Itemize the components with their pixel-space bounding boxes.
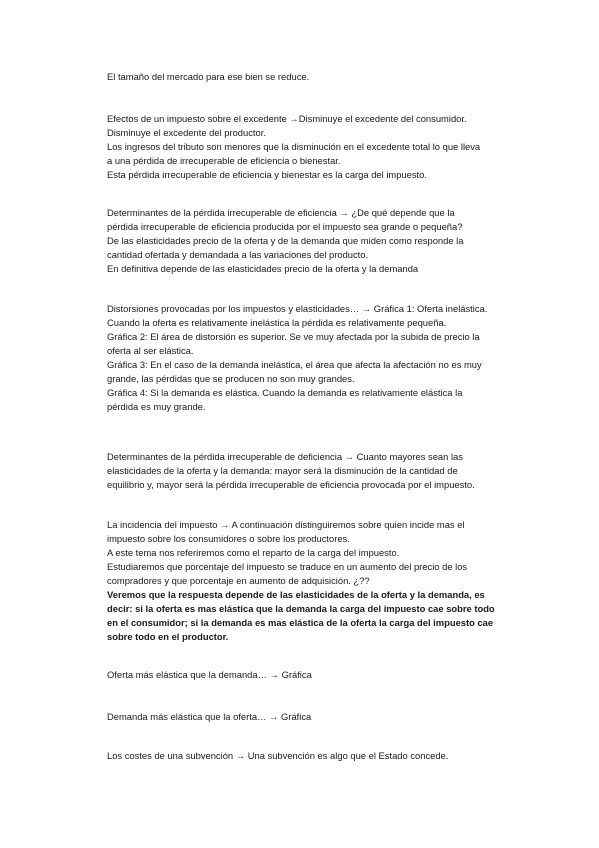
text-line: Los ingresos del tributo son menores que la disminución en el excedente total lo que lleva bbox=[107, 141, 481, 152]
text-line: elasticidades de la oferta y la demanda: mayor será la disminución de la cantidad de bbox=[107, 465, 458, 476]
text-line: Distorsiones provocadas por los impuestos y elasticidades… → Gráfica 1: Oferta inelástica. bbox=[107, 303, 488, 314]
text-line: Determinantes de la pérdida irrecuperable de deficiencia → Cuanto mayores sean las bbox=[107, 451, 463, 462]
paragraph-market-size bbox=[107, 70, 527, 84]
text-line: La incidencia del impuesto → A continuación distinguiremos sobre quien incide mas el bbox=[107, 519, 465, 530]
text-line: compradores y que porcentaje en aumento de adquisición. ¿?? bbox=[107, 575, 370, 586]
text-line: oferta al ser elástica. bbox=[107, 345, 194, 356]
text-line: Efectos de un impuesto sobre el excedente →Disminuye el excedente del consumidor. bbox=[107, 113, 467, 124]
text-line: pérdida es muy grande. bbox=[107, 401, 206, 412]
text-line: grande, las pérdidas que se producen no son muy grandes. bbox=[107, 373, 355, 384]
paragraph-demand-more-elastic bbox=[107, 710, 527, 724]
bold-text-line: sobre todo en el productor. bbox=[107, 631, 229, 642]
text-line: Gráfica 4: Si la demanda es elástica. Cuando la demanda es relativamente elástica la bbox=[107, 387, 463, 398]
bold-text-line: Veremos que la respuesta depende de las elasticidades de la oferta y la demanda, es bbox=[107, 589, 485, 600]
text-line: Esta pérdida irrecuperable de eficiencia y bienestar es la carga del impuesto. bbox=[107, 169, 427, 180]
text-line: El tamaño del mercado para ese bien se reduce. bbox=[107, 71, 310, 82]
text-line: De las elasticidades precio de la oferta y de la demanda que miden como responde la bbox=[107, 235, 464, 246]
paragraph-deficiency-determinants bbox=[107, 450, 527, 492]
paragraph-deadweight-loss-determinants bbox=[107, 206, 527, 276]
text-line: cantidad ofertada y demandada a las variaciones del producto. bbox=[107, 249, 369, 260]
text-line: pérdida irrecuperable de eficiencia producida por el impuesto sea grande o pequeña? bbox=[107, 221, 463, 232]
text-line: a una pérdida de irrecuperable de eficiencia o bienestar. bbox=[107, 155, 341, 166]
text-line: equilibrio y, mayor será la pérdida irrecuperable de eficiencia provocada por el impuesto. bbox=[107, 479, 475, 490]
text-line: Gráfica 3: En el caso de la demanda inelástica, el área que afecta la afectación no es muy bbox=[107, 359, 482, 370]
text-line: A este tema nos referiremos como el reparto de la carga del impuesto. bbox=[107, 547, 400, 558]
text-line: Cuando la oferta es relativamente inelástica la pérdida es relativamente pequeña. bbox=[107, 317, 447, 328]
text-line: Determinantes de la pérdida irrecuperable de eficiencia → ¿De qué depende que la bbox=[107, 207, 455, 218]
text-line: Oferta más elástica que la demanda… → Gráfica bbox=[107, 669, 312, 680]
text-line: Gráfica 2: El área de distorsión es superior. Se ve muy afectada por la subida de precio la bbox=[107, 331, 480, 342]
bold-text-line: en el consumidor; si la demanda es mas elástica de la oferta la carga del impuesto cae bbox=[107, 617, 494, 628]
paragraph-supply-more-elastic bbox=[107, 668, 527, 682]
text-line: Los costes de una subvención → Una subvención es algo que el Estado concede. bbox=[107, 750, 449, 761]
paragraph-subsidy-costs bbox=[107, 749, 527, 763]
text-line: Estudiaremos que porcentaje del impuesto se traduce en un aumento del precio de los bbox=[107, 561, 468, 572]
text-line: En definitiva depende de las elasticidades precio de la oferta y la demanda bbox=[107, 263, 419, 274]
paragraph-tax-incidence bbox=[107, 518, 527, 644]
text-line: Demanda más elástica que la oferta… → Gráfica bbox=[107, 711, 312, 722]
paragraph-distortions-elasticities bbox=[107, 302, 527, 414]
text-line: impuesto sobre los consumidores o sobre los productores. bbox=[107, 533, 350, 544]
paragraph-tax-effects-surplus bbox=[107, 112, 527, 182]
bold-text-line: decir: si la oferta es mas elástica que la demanda la carga del impuesto cae sobre todo bbox=[107, 603, 495, 614]
text-line: Disminuye el excedente del productor. bbox=[107, 127, 266, 138]
